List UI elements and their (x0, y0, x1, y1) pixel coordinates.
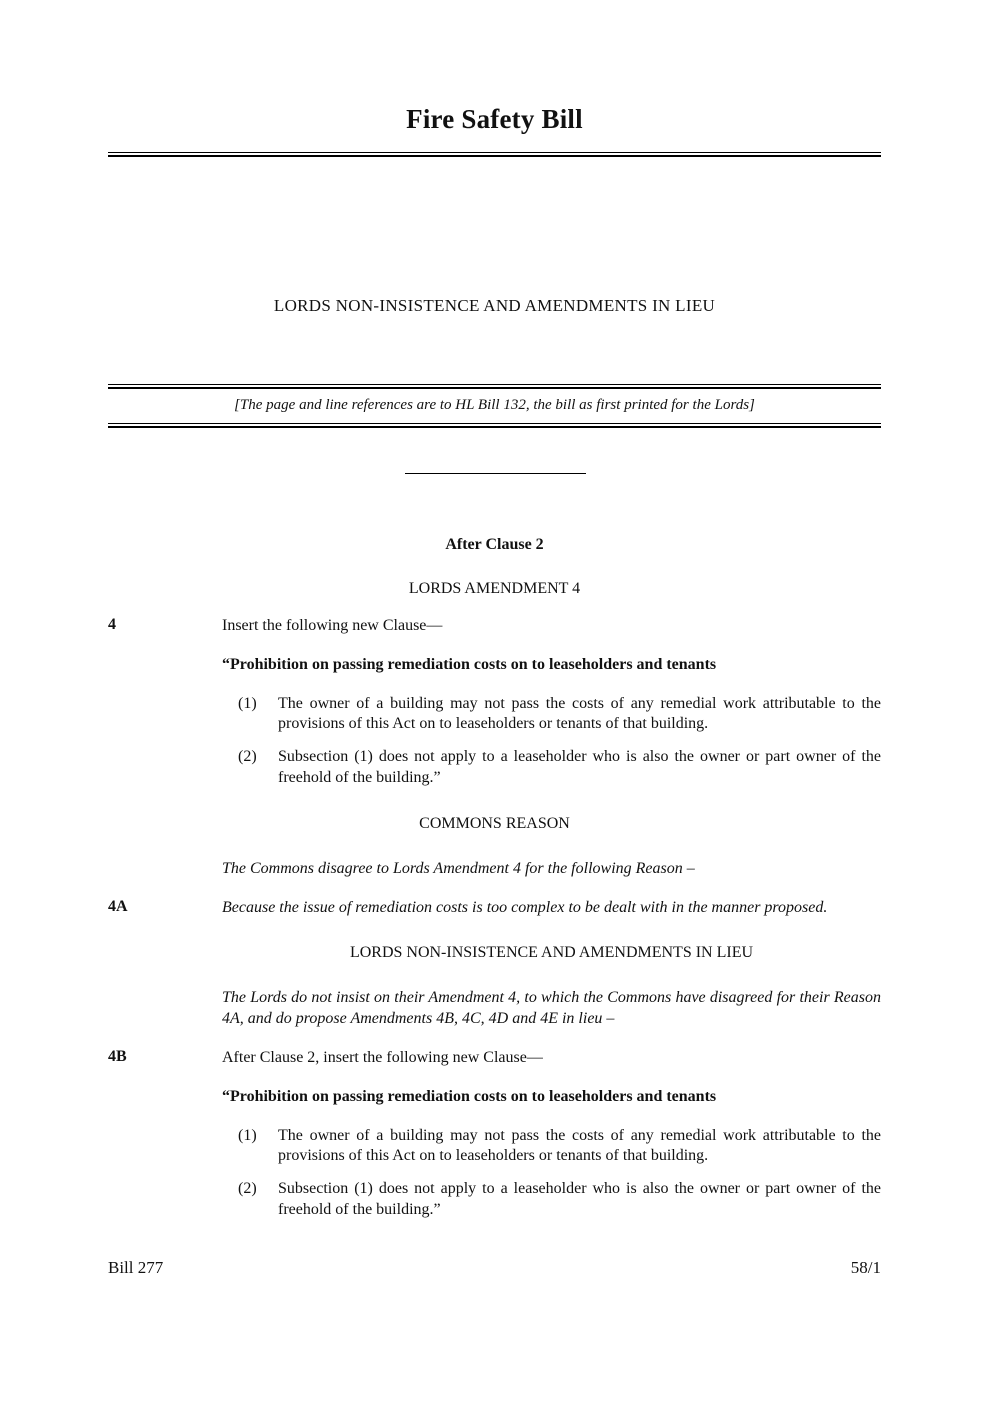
subsection-text: Subsection (1) does not apply to a leaseholder who is also the owner or part owner of the freehold of the building.” (278, 748, 881, 786)
subsection-text: The owner of a building may not pass the costs of any remedial work attributable to the provisions of this Act on to leaseholders or tenants of that building. (278, 694, 881, 733)
amendment-4-number: 4 (108, 616, 116, 633)
amendment-4b-subsection-2 (108, 1179, 881, 1221)
footer-bill-number: Bill 277 (108, 1258, 164, 1277)
amendment-4b-subsection-1 (108, 1126, 881, 1168)
commons-reason-intro: The Commons disagree to Lords Amendment 4 for the following Reason – (222, 859, 695, 877)
commons-reason-text: Because the issue of remediation costs is too complex to be dealt with in the manner proposed. (222, 898, 828, 916)
page-footer (108, 1258, 881, 1278)
commons-reason-heading: COMMONS REASON (419, 814, 570, 832)
amendment-4b-instruction: After Clause 2, insert the following new Clause— (222, 1048, 543, 1066)
footer-page-number: 58/1 (850, 1258, 881, 1277)
amendment-4-instruction: Insert the following new Clause— (222, 617, 443, 634)
commons-reason-number: 4A (108, 897, 128, 915)
reference-note: [The page and line references are to HL Bill 132, the bill as first printed for the Lords] (234, 397, 755, 413)
amendment-4b-row (108, 1048, 881, 1069)
page-title: Fire Safety Bill (406, 104, 583, 134)
document-body (108, 536, 881, 1221)
amendment-4-row (108, 616, 881, 637)
section-divider-rule (405, 473, 586, 474)
amendment-4b-number: 4B (108, 1047, 127, 1065)
subsection-text: Subsection (1) does not apply to a leaseholder who is also the owner or part owner of the freehold of the building.” (278, 1180, 881, 1218)
reference-note-rule-top (108, 384, 881, 389)
subsection-marker: (1) (238, 694, 257, 712)
reference-note-rule-bottom (108, 423, 881, 428)
commons-reason-4a-row (108, 898, 881, 919)
amendment-4-subsection-2 (108, 747, 881, 789)
document-subheading: LORDS NON-INSISTENCE AND AMENDMENTS IN LIEU (273, 296, 716, 315)
title-rule (108, 152, 881, 157)
subsection-marker: (2) (238, 748, 257, 766)
subsection-text: The owner of a building may not pass the costs of any remedial work attributable to the provisions of this Act on to leaseholders or tenants of that building. (278, 1126, 881, 1165)
after-clause-heading: After Clause 2 (445, 536, 544, 553)
subsection-marker: (1) (238, 1126, 257, 1144)
lords-amendment-heading: LORDS AMENDMENT 4 (408, 580, 581, 597)
lords-non-insistence-intro: The Lords do not insist on their Amendment 4, to which the Commons have disagreed for their Reason 4A, and do propose Amendments 4B, 4C, 4D and 4E in lieu – (222, 989, 881, 1028)
subsection-marker: (2) (238, 1180, 257, 1198)
lords-non-insistence-heading: LORDS NON-INSISTENCE AND AMENDMENTS IN LIEU (349, 944, 754, 962)
amendment-4-subsection-1 (108, 694, 881, 736)
amendment-4b-clause-heading: “Prohibition on passing remediation costs on to leaseholders and tenants (222, 1087, 717, 1105)
amendment-4-clause-heading: “Prohibition on passing remediation costs on to leaseholders and tenants (222, 655, 717, 673)
